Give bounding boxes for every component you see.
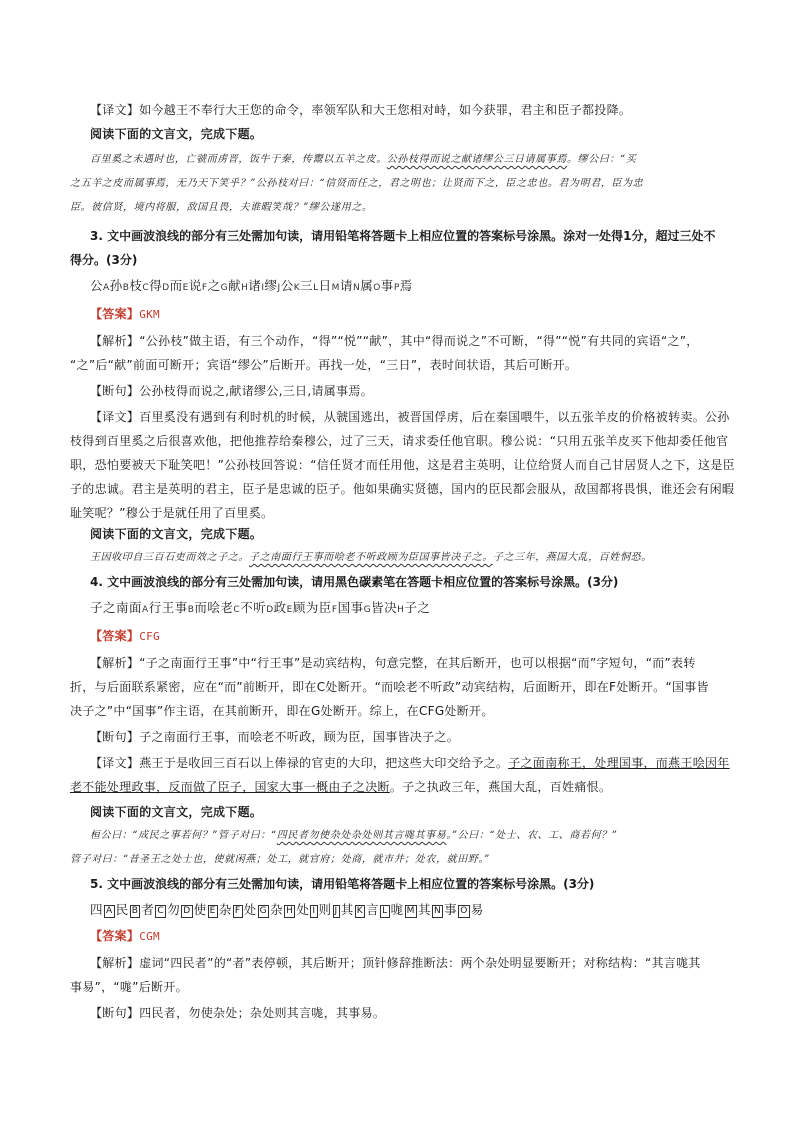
section-1: [70, 98, 726, 122]
option-label[interactable]: J: [277, 283, 281, 293]
option-label[interactable]: G: [220, 283, 229, 293]
option-label[interactable]: N: [352, 283, 361, 293]
question-3: 3. 文中画波浪线的部分有三处需加句读，请用铅笔将答题卡上相应位置的答案标号涂黑。涂对一处得1分，超过三处不: [90, 229, 716, 243]
analysis-cont: 折，与后面联系紧密，应在“而”前断开，即在C处断开。“而哙老不听政”动宾结构，后面断开，即在F处断开。“国事皆: [70, 680, 709, 694]
sequence-char: 行王事: [148, 600, 188, 615]
answer-value: CGM: [139, 930, 160, 943]
answer: [70, 924, 726, 949]
classical-line: [70, 824, 726, 848]
sequence-char: 不听: [240, 600, 267, 615]
section-2: [70, 122, 735, 525]
classical-passage: [70, 546, 726, 570]
answer: [70, 302, 726, 327]
translation-cont: 枝得到百里奚之后很喜欢他，把他推荐给秦穆公，过了三天，请求委任他官职。穆公说：“只用五张羊皮买下他却委任他官: [70, 434, 729, 448]
sequence-char: 献: [228, 278, 242, 293]
section-3: [70, 522, 730, 799]
translation-1: 【译文】如今越王不奉行大王您的命令，率领军队和大王您相对峙，如今获罪，君主和臣子都投降。: [90, 103, 632, 117]
sequence-char: 使: [193, 902, 207, 917]
sequence-char: 孙: [109, 278, 123, 293]
option-label[interactable]: J: [334, 906, 338, 916]
text-segment: 。缪公曰：“买: [567, 154, 637, 165]
option-label[interactable]: D: [183, 906, 191, 916]
sequence-char: 者: [141, 902, 155, 917]
option-label[interactable]: H: [241, 283, 249, 293]
wavy-underlined-text: 公孙枝得而说之献诸缪公三日请属事焉: [386, 154, 568, 165]
option-label[interactable]: O: [373, 283, 381, 293]
classical-line: 臣。彼信贤，境内将服，敌国且畏，夫谁暇笑哉？”缪公遂用之。: [70, 202, 373, 213]
sequence-char: 勿: [167, 902, 181, 917]
read-instruction: 阅读下面的文言文，完成下题。: [90, 127, 263, 141]
option-label[interactable]: B: [131, 906, 139, 916]
analysis: 【解析】“公孙枝”做主语，有三个动作，“得”“悦”“献”，其中“得而说之”不可断，“得”“悦”有共同的宾语“之”，: [90, 334, 699, 348]
sequence-char: 其: [340, 902, 354, 917]
translation-cont: [70, 775, 726, 799]
option-label[interactable]: D: [266, 605, 274, 615]
option-sequence: [70, 896, 726, 924]
option-sequence: [70, 594, 726, 624]
option-label[interactable]: H: [286, 906, 294, 916]
answer-value: GKM: [139, 308, 160, 321]
sequence-char: 公: [90, 278, 104, 293]
sequence-char: 之: [207, 278, 221, 293]
sequence-char: 枝: [129, 278, 143, 293]
option-label[interactable]: I: [312, 906, 316, 916]
sequence-char: 而: [169, 278, 183, 293]
sequence-char: 四: [90, 902, 104, 917]
sequence-char: 处: [296, 902, 310, 917]
sequence-char: 言: [366, 902, 380, 917]
sequence-char: 子之: [404, 600, 431, 615]
translation: 【译文】百里奚没有遇到有利时机的时候，从虢国逃出，被晋国俘虏，后在秦国喂牛，以五张羊皮的价格被转卖。公孙: [90, 410, 730, 424]
option-label[interactable]: E: [209, 906, 216, 916]
sequence-char: 国事: [337, 600, 364, 615]
section-4: [70, 800, 726, 1025]
read-instruction: 阅读下面的文言文，完成下题。: [90, 527, 263, 541]
sequence-char: 得: [149, 278, 163, 293]
answer-value: CFG: [139, 630, 160, 643]
classical-passage: [70, 148, 726, 220]
text-segment: 。”公曰：“处士、农、工、商若何？”: [446, 830, 618, 841]
sequence-char: 杂: [270, 902, 284, 917]
option-label[interactable]: C: [233, 605, 241, 615]
option-label[interactable]: C: [142, 283, 150, 293]
answer: [70, 624, 726, 649]
sequence-char: 其: [417, 902, 431, 917]
sequence-char: 皆决: [371, 600, 398, 615]
translation-cont: 子的忠诚。君主是英明的君主，臣子是忠诚的臣子。他如果确实贤德，国内的臣民都会服从，敌国都将畏惧，谁还会有闲暇: [70, 482, 735, 496]
option-label[interactable]: M: [331, 283, 340, 293]
sequence-char: 焉: [399, 278, 413, 293]
option-label[interactable]: G: [259, 906, 268, 916]
punctuated-sentence: 【断句】公孙枝得而说之,献诸缪公,三日,请属事焉。: [90, 384, 373, 398]
option-label[interactable]: F: [234, 906, 241, 916]
analysis: 【解析】虚词“四民者”的“者”表停顿，其后断开；顶针修辞推断法：两个杂处明显要断开；对称结构：“其言哤其: [90, 956, 701, 970]
option-label[interactable]: A: [103, 283, 110, 293]
sequence-char: 杂: [218, 902, 232, 917]
sequence-char: 而哙老: [194, 600, 234, 615]
translation-cont: 耻笑呢？”穆公于是就任用了百里奚。: [70, 506, 274, 520]
sequence-char: 顾为臣: [292, 600, 332, 615]
sequence-char: 三: [300, 278, 314, 293]
wavy-underlined-text: 子之南面行王事而哙老不听政顾为臣国事皆决子之。: [249, 552, 493, 563]
sequence-char: 则: [318, 902, 332, 917]
option-label[interactable]: F: [331, 605, 338, 615]
question-3-cont: 得分。(3分): [70, 253, 138, 267]
option-sequence: [70, 272, 726, 302]
option-label[interactable]: P: [393, 283, 400, 293]
analysis: 【解析】“子之南面行王事”中“行王事”是动宾结构，句意完整，在其后断开，也可以根据“而”字短句，“而”表转: [90, 656, 696, 670]
answer-label: 【答案】: [90, 307, 140, 321]
underlined-text: 老不能处理政事，反而做了臣子，国家大事一概由子之决断: [70, 780, 390, 794]
sequence-char: 日: [318, 278, 332, 293]
text-segment: 。子之执政三年，燕国大乱，百姓痛恨。: [389, 780, 612, 794]
read-instruction: 阅读下面的文言文，完成下题。: [90, 805, 263, 819]
option-label[interactable]: H: [397, 605, 405, 615]
classical-line: 管子对曰：“昔圣王之处士也，使就闲燕；处工，就官府；处商，就市井；处农，就田野。”: [70, 854, 490, 865]
sequence-char: 公: [280, 278, 294, 293]
translation-cont: 职，恐怕要被天下耻笑吧！”公孙枝回答说：“信任贤才而任用他，这是君主英明，让位给贤人而自己甘居贤人之下，这是臣: [70, 458, 735, 472]
classical-line: 之五羊之皮而属事焉，无乃天下笑乎？”公孙枝对曰：“信贤而任之，君之明也；让贤而下之，臣之忠也。君为明君，臣为忠: [70, 178, 644, 189]
option-label[interactable]: L: [382, 906, 388, 916]
option-label[interactable]: K: [356, 906, 364, 916]
sequence-char: 处: [243, 902, 257, 917]
analysis-cont: “之”后“献”前面可断开；宾语“缪公”后断开。再找一处，“三日”，表时间状语，其后可断开。: [70, 358, 578, 372]
sequence-char: 政: [273, 600, 287, 615]
option-label[interactable]: B: [122, 283, 130, 293]
sequence-char: 易: [470, 902, 484, 917]
sequence-char: 民: [115, 902, 129, 917]
punctuated-sentence: 【断句】子之南面行王事，而哙老不听政，顾为臣，国事皆决子之。: [90, 730, 460, 744]
sequence-char: 属: [360, 278, 374, 293]
text-segment: 桓公曰：“成民之事若何？”管子对曰：“: [90, 830, 277, 841]
sequence-char: 诸: [248, 278, 262, 293]
answer-label: 【答案】: [90, 629, 140, 643]
option-label[interactable]: E: [286, 605, 293, 615]
option-label[interactable]: B: [187, 605, 195, 615]
option-label[interactable]: D: [162, 283, 170, 293]
answer-label: 【答案】: [90, 929, 140, 943]
translation: [70, 751, 730, 775]
option-label[interactable]: K: [293, 283, 301, 293]
option-label[interactable]: G: [363, 605, 372, 615]
sequence-char: 哤: [390, 902, 404, 917]
question-5: 5. 文中画波浪线的部分有三处需加句读，请用铅笔将答题卡上相应位置的答案标号涂黑。(3分): [90, 877, 595, 891]
option-label[interactable]: O: [460, 906, 468, 916]
classical-line: [70, 148, 726, 172]
option-label[interactable]: N: [433, 906, 442, 916]
sequence-char: 请: [339, 278, 353, 293]
sequence-char: 子之南面: [90, 600, 143, 615]
classical-text: 王因收印自三百石吏而效之子之。: [90, 552, 249, 563]
text-segment: 【译文】燕王于是收回三百石以上俸禄的官吏的大印，把这些大印交给予之。: [90, 756, 509, 770]
option-label[interactable]: I: [261, 283, 265, 293]
sequence-char: 说: [188, 278, 202, 293]
sequence-char: 事: [380, 278, 394, 293]
option-label[interactable]: A: [106, 906, 113, 916]
analysis-cont: 决子之”中“国事”作主语，在其前断开，即在G处断开。综上，在CFG处断开。: [70, 704, 494, 718]
option-label[interactable]: E: [182, 283, 189, 293]
option-label[interactable]: M: [406, 906, 415, 916]
analysis-cont: 事易”，“哤”后断开。: [70, 980, 188, 994]
option-label[interactable]: A: [142, 605, 149, 615]
classical-text: 子之三年，燕国大乱，百姓恫恐。: [492, 552, 652, 563]
option-label[interactable]: F: [201, 283, 208, 293]
wavy-underlined-text: 四民者勿使杂处杂处则其言哤其事易: [276, 830, 447, 841]
text-segment: 百里奚之未遇时也，亡虢而虏晋，饭牛于秦，传鬻以五羊之皮。: [90, 154, 387, 165]
sequence-char: 缪: [264, 278, 278, 293]
punctuated-sentence: 【断句】四民者，勿使杂处；杂处则其言哤，其事易。: [90, 1006, 386, 1020]
option-label[interactable]: L: [313, 283, 319, 293]
question-4: 4. 文中画波浪线的部分有三处需加句读，请用黑色碳素笔在答题卡相应位置的答案标号涂黑。(3分): [90, 575, 619, 589]
underlined-text: 子之面南称王，处理国事，而燕王哙因年: [508, 756, 730, 770]
option-label[interactable]: C: [157, 906, 165, 916]
sequence-char: 事: [444, 902, 458, 917]
